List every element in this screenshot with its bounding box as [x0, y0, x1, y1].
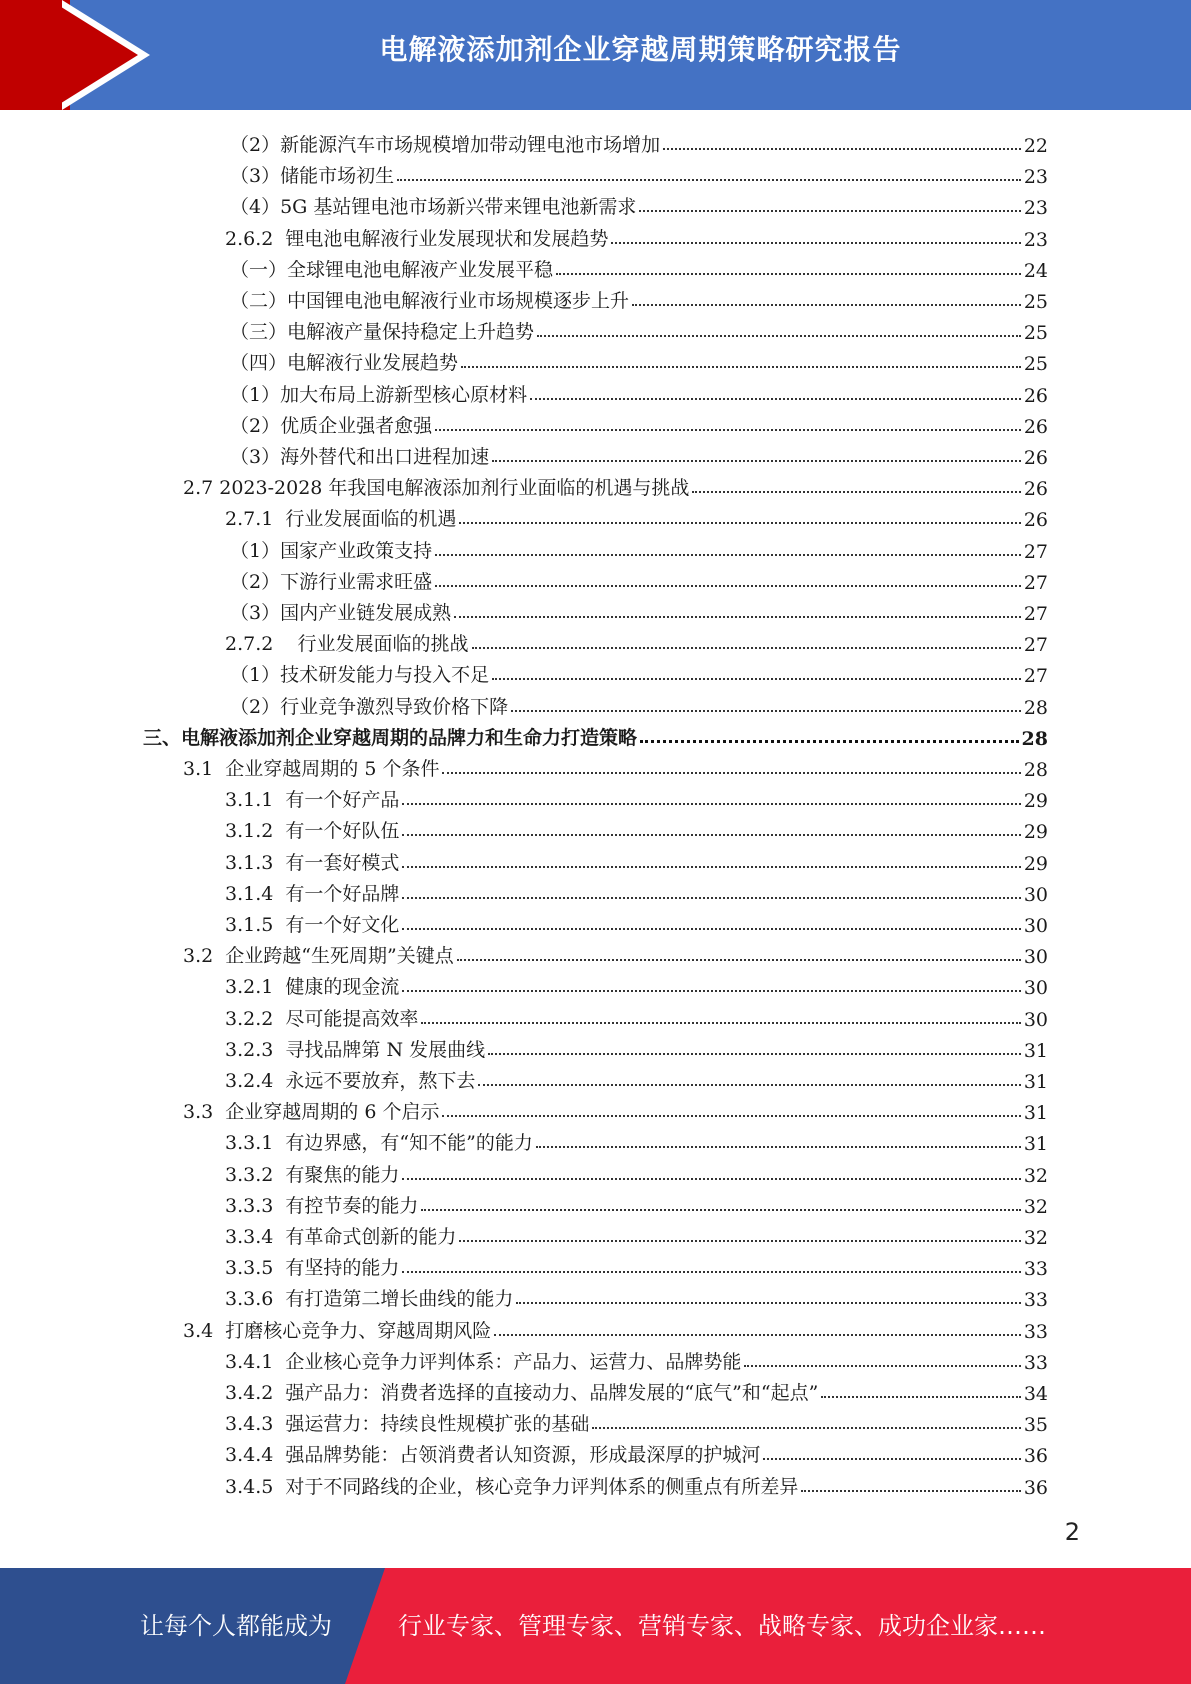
toc-entry-page: 30: [1023, 1008, 1048, 1031]
toc-dot-leader: [744, 1364, 1020, 1367]
toc-entry-page: 26: [1023, 384, 1048, 407]
toc-entry[interactable]: [225, 1124, 1048, 1155]
toc-entry-label: （4）5G 基站锂电池市场新兴带来锂电池新需求: [230, 196, 637, 219]
toc-dot-leader: [516, 1301, 1020, 1304]
toc-dot-leader: [459, 1239, 1020, 1242]
toc-entry-page: 29: [1023, 821, 1048, 844]
toc-entry[interactable]: [230, 563, 1048, 594]
toc-dot-leader: [592, 1426, 1020, 1429]
toc-entry-label: 3.3 企业穿越周期的 6 个启示: [183, 1101, 440, 1124]
toc-entry-label: 3.2.1 健康的现金流: [225, 976, 400, 999]
toc-entry[interactable]: [183, 937, 1048, 968]
toc-dot-leader: [421, 1208, 1020, 1211]
toc-entry-label: 3.2.2 尽可能提高效率: [225, 1007, 419, 1030]
toc-entry[interactable]: [230, 344, 1048, 375]
toc-entry-page: 28: [1023, 696, 1048, 719]
toc-entry-page: 31: [1023, 1133, 1048, 1156]
toc-dot-leader: [472, 646, 1021, 649]
toc-entry-label: 3.2.3 寻找品牌第 N 发展曲线: [225, 1038, 486, 1061]
toc-dot-leader: [556, 272, 1021, 275]
toc-entry-page: 27: [1023, 571, 1048, 594]
toc-entry-page: 32: [1023, 1227, 1048, 1249]
toc-entry[interactable]: [225, 1218, 1048, 1249]
toc-entry-page: 25: [1023, 291, 1048, 313]
toc-entry[interactable]: [225, 1468, 1048, 1499]
toc-entry-page: 30: [1023, 977, 1048, 1000]
toc-entry-page: 27: [1023, 540, 1048, 563]
toc-dot-leader: [511, 709, 1021, 712]
toc-entry-label: 3.2 企业跨越“生死周期”关键点: [183, 945, 454, 968]
toc-entry-label: （一）全球锂电池电解液产业发展平稳: [230, 258, 554, 281]
toc-entry-page: 22: [1023, 135, 1048, 157]
toc-entry[interactable]: [183, 750, 1048, 781]
toc-entry-page: 30: [1023, 883, 1048, 906]
page-number: 2: [1064, 1518, 1080, 1546]
toc-entry[interactable]: [143, 719, 1048, 750]
toc-dot-leader: [459, 521, 1020, 524]
toc-dot-leader: [478, 1083, 1020, 1086]
toc-entry[interactable]: [230, 688, 1048, 719]
toc-entry-page: 33: [1023, 1351, 1048, 1374]
toc-entry[interactable]: [225, 875, 1048, 906]
toc-entry[interactable]: [225, 1280, 1048, 1311]
toc-dot-leader: [454, 615, 1021, 618]
toc-entry-page: 33: [1023, 1320, 1048, 1343]
toc-entry-label: （3）国内产业链发展成熟: [230, 602, 452, 624]
toc-entry[interactable]: [225, 1031, 1048, 1062]
toc-entry-label: （1）加大布局上游新型核心原材料: [230, 383, 528, 406]
toc-entry[interactable]: [225, 1156, 1048, 1187]
toc-entry-page: 28: [1021, 727, 1048, 750]
toc-entry[interactable]: [225, 812, 1048, 843]
toc-entry-page: 26: [1023, 478, 1048, 501]
toc-entry-label: 3.4.4 强品牌势能：占领消费者认知资源，形成最深厚的护城河: [225, 1444, 761, 1467]
toc-entry-label: 3.1.3 有一套好模式: [225, 851, 400, 874]
toc-entry[interactable]: [225, 1374, 1048, 1405]
toc-entry-label: （2）行业竞争激烈导致价格下降: [230, 695, 509, 718]
toc-entry[interactable]: [225, 1405, 1048, 1436]
header-chevron-inner: [50, 0, 138, 110]
toc-entry[interactable]: [230, 126, 1048, 157]
toc-entry[interactable]: [225, 1249, 1048, 1280]
toc-entry-label: 2.7.1 行业发展面临的机遇: [225, 508, 457, 531]
toc-dot-leader: [492, 677, 1021, 680]
toc-dot-leader: [640, 739, 1019, 743]
toc-entry[interactable]: [230, 157, 1048, 188]
toc-entry-page: 27: [1023, 665, 1048, 688]
toc-entry-label: 3.3.2 有聚焦的能力: [225, 1163, 400, 1186]
toc-dot-leader: [402, 1270, 1020, 1273]
toc-entry-page: 30: [1023, 915, 1048, 937]
toc-dot-leader: [435, 428, 1021, 431]
toc-entry-page: 35: [1023, 1414, 1048, 1437]
toc-dot-leader: [402, 865, 1020, 868]
toc-entry-label: 3.1.4 有一个好品牌: [225, 882, 400, 905]
toc-entry[interactable]: [183, 1093, 1048, 1124]
toc-entry-label: 3.3.6 有打造第二增长曲线的能力: [225, 1288, 514, 1311]
toc-entry[interactable]: [225, 1436, 1048, 1467]
toc-dot-leader: [692, 490, 1020, 493]
toc-entry[interactable]: [230, 282, 1048, 313]
toc-dot-leader: [402, 989, 1020, 992]
toc-entry-page: 27: [1023, 634, 1048, 657]
toc-entry-page: 26: [1023, 415, 1048, 438]
toc-entry-label: 3.1 企业穿越周期的 5 个条件: [183, 758, 440, 780]
toc-entry-page: 29: [1023, 790, 1048, 813]
toc-entry-label: 3.3.4 有革命式创新的能力: [225, 1226, 457, 1248]
toc-dot-leader: [663, 147, 1021, 150]
toc-entry[interactable]: [230, 656, 1048, 687]
toc-entry-label: （1）国家产业政策支持: [230, 539, 433, 562]
toc-entry-page: 25: [1023, 322, 1048, 345]
toc-entry-label: 3.3.3 有控节奏的能力: [225, 1194, 419, 1217]
toc-dot-leader: [435, 553, 1021, 556]
toc-entry-label: （3）海外替代和出口进程加速: [230, 446, 490, 468]
toc-entry-label: 3.1.1 有一个好产品: [225, 789, 400, 812]
toc-entry-page: 31: [1023, 1039, 1048, 1062]
toc-entry-page: 36: [1023, 1476, 1048, 1499]
toc-entry-label: 3.4.3 强运营力：持续良性规模扩张的基础: [225, 1413, 590, 1436]
toc-entry[interactable]: [225, 906, 1048, 937]
toc-entry-page: 25: [1023, 353, 1048, 376]
toc-entry-page: 23: [1023, 197, 1048, 220]
toc-entry[interactable]: [183, 1312, 1048, 1343]
toc-entry-page: 32: [1023, 1195, 1048, 1218]
toc-entry[interactable]: [230, 438, 1048, 469]
toc-dot-leader: [421, 1021, 1020, 1024]
toc-entry-page: 26: [1023, 447, 1048, 469]
toc-dot-leader: [457, 958, 1021, 961]
toc-entry-page: 28: [1023, 759, 1048, 781]
toc-entry-label: 3.1.2 有一个好队伍: [225, 820, 400, 843]
toc-entry-label: （2）优质企业强者愈强: [230, 414, 433, 437]
toc-entry-label: 3.3.5 有坚持的能力: [225, 1257, 400, 1280]
toc-entry[interactable]: [225, 1062, 1048, 1093]
toc-entry-label: 3.4 打磨核心竞争力、穿越周期风险: [183, 1319, 492, 1342]
toc-entry-label: （2）下游行业需求旺盛: [230, 570, 433, 593]
toc-entry-label: （二）中国锂电池电解液行业市场规模逐步上升: [230, 290, 630, 312]
toc-dot-leader: [402, 833, 1020, 836]
toc-entry[interactable]: [225, 220, 1048, 251]
toc-entry-page: 29: [1023, 852, 1048, 875]
toc-entry-page: 23: [1023, 228, 1048, 251]
toc-dot-leader: [488, 1052, 1021, 1055]
toc-entry[interactable]: [225, 625, 1048, 656]
toc-entry-page: 36: [1023, 1445, 1048, 1468]
toc-entry[interactable]: [225, 1187, 1048, 1218]
toc-entry-label: （1）技术研发能力与投入不足: [230, 664, 490, 687]
toc-dot-leader: [494, 1333, 1021, 1336]
toc-entry[interactable]: [230, 251, 1048, 282]
report-title: 电解液添加剂企业穿越周期策略研究报告: [379, 33, 902, 66]
toc-dot-leader: [442, 771, 1020, 774]
page-footer: [0, 1568, 1191, 1684]
toc-dot-leader: [763, 1457, 1020, 1460]
toc-entry-label: （三）电解液产量保持稳定上升趋势: [230, 321, 535, 344]
toc-entry-label: 3.2.4 永远不要放弃，熬下去: [225, 1070, 476, 1092]
toc-dot-leader: [402, 802, 1020, 805]
toc-dot-leader: [461, 365, 1021, 368]
toc-entry[interactable]: [230, 594, 1048, 625]
footer-slogan-right: 行业专家、管理专家、营销专家、战略专家、成功企业家……: [398, 1612, 1046, 1640]
toc-dot-leader: [402, 896, 1020, 899]
toc-entry-label: 3.3.1 有边界感，有“知不能”的能力: [225, 1132, 533, 1155]
toc-dot-leader: [442, 1114, 1020, 1117]
toc-dot-leader: [530, 397, 1021, 400]
toc-entry-page: 32: [1023, 1164, 1048, 1187]
toc-entry[interactable]: [225, 781, 1048, 812]
toc-dot-leader: [821, 1395, 1021, 1398]
toc-entry[interactable]: [230, 407, 1048, 438]
toc-entry-page: 33: [1023, 1289, 1048, 1312]
toc-entry-label: 3.4.5 对于不同路线的企业，核心竞争力评判体系的侧重点有所差异: [225, 1475, 799, 1498]
toc-dot-leader: [402, 1177, 1020, 1180]
toc-entry-label: 3.4.2 强产品力：消费者选择的直接动力、品牌发展的“底气”和“起点”: [225, 1382, 819, 1404]
toc-entry-label: 3.1.5 有一个好文化: [225, 914, 400, 936]
toc-entry-page: 26: [1023, 509, 1048, 532]
toc-entry-page: 34: [1023, 1383, 1048, 1405]
toc-entry-label: 2.7.2 行业发展面临的挑战: [225, 633, 469, 656]
toc-entry[interactable]: [225, 844, 1048, 875]
toc-dot-leader: [632, 303, 1021, 306]
toc-entry[interactable]: [230, 532, 1048, 563]
toc-entry[interactable]: [225, 1000, 1048, 1031]
toc-entry[interactable]: [225, 500, 1048, 531]
toc-entry-page: 30: [1023, 946, 1048, 969]
footer-blue-slant: [345, 1568, 385, 1684]
toc-entry-page: 27: [1023, 603, 1048, 625]
toc-dot-leader: [639, 209, 1020, 212]
toc-entry-label: 2.6.2 锂电池电解液行业发展现状和发展趋势: [225, 227, 609, 250]
toc-dot-leader: [536, 1145, 1021, 1148]
toc-dot-leader: [611, 241, 1020, 244]
toc-entry-label: （3）储能市场初生: [230, 165, 395, 188]
toc-entry[interactable]: [225, 968, 1048, 999]
toc-entry-page: 23: [1023, 166, 1048, 189]
toc-dot-leader: [492, 459, 1021, 462]
page-header: [0, 0, 1191, 110]
toc-entry[interactable]: [230, 313, 1048, 344]
toc-entry-label: 三、电解液添加剂企业穿越周期的品牌力和生命力打造策略: [143, 726, 638, 749]
footer-slogan-left: 让每个人都能成为: [140, 1612, 332, 1640]
toc-entry-page: 31: [1023, 1102, 1048, 1125]
toc-entry-label: （2）新能源汽车市场规模增加带动锂电池市场增加: [230, 134, 661, 156]
toc-dot-leader: [801, 1489, 1020, 1492]
toc-entry[interactable]: [225, 1343, 1048, 1374]
toc-entry-page: 33: [1023, 1258, 1048, 1281]
toc-entry[interactable]: [230, 188, 1048, 219]
toc-entry-label: 3.4.1 企业核心竞争力评判体系：产品力、运营力、品牌势能: [225, 1350, 742, 1373]
toc-dot-leader: [435, 584, 1021, 587]
toc-entry-page: 24: [1023, 259, 1048, 282]
toc-entry-label: 2.7 2023-2028 年我国电解液添加剂行业面临的机遇与挑战: [183, 477, 690, 500]
toc-dot-leader: [397, 178, 1021, 181]
toc-entry[interactable]: [230, 376, 1048, 407]
toc-entry-page: 31: [1023, 1071, 1048, 1093]
toc-dot-leader: [537, 334, 1021, 337]
toc-entry[interactable]: [183, 469, 1048, 500]
toc-entry-label: （四）电解液行业发展趋势: [230, 352, 459, 375]
toc-dot-leader: [402, 927, 1020, 930]
